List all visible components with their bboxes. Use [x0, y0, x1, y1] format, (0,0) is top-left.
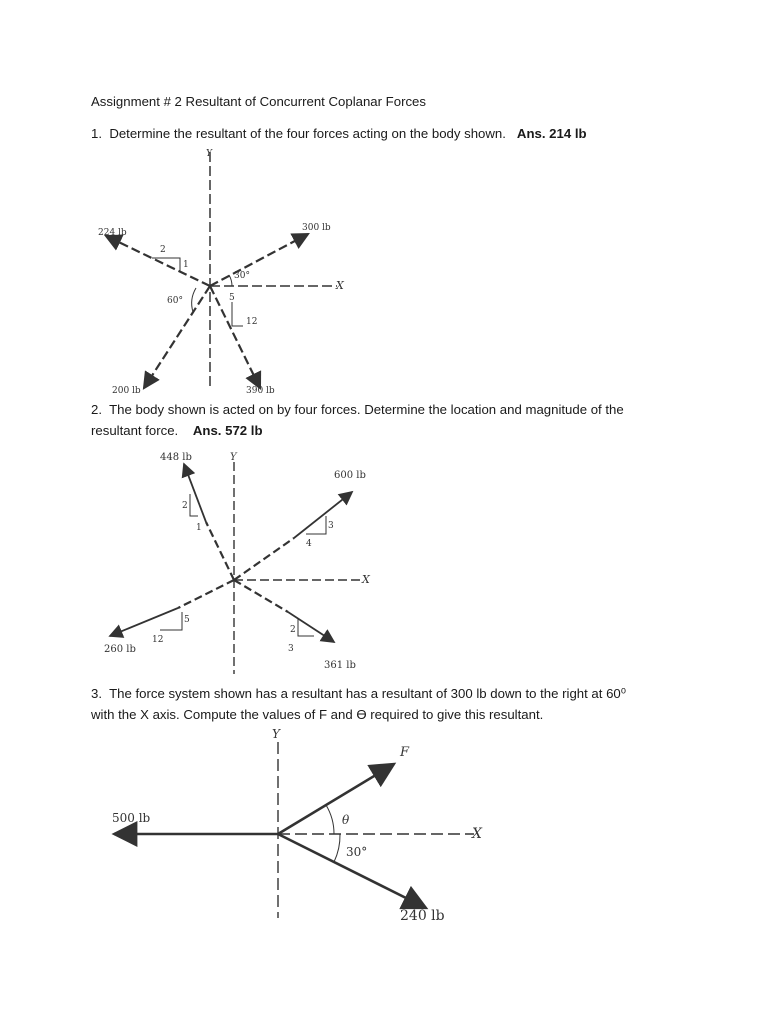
- slope-label: 3: [328, 521, 334, 531]
- problem-number: 3.: [91, 686, 102, 701]
- problem-statement-line1: The body shown is acted on by four forces. Determine the location and magnitude of the: [109, 402, 624, 417]
- x-axis-label: X: [362, 573, 370, 586]
- problem-3-text: [91, 683, 671, 725]
- force-arrow-260: [110, 608, 178, 636]
- force-line-600: [234, 538, 294, 580]
- x-axis-label: X: [472, 826, 482, 842]
- force-label-500: 500 lb: [112, 811, 151, 825]
- figure-1: [92, 142, 362, 402]
- slope-label: 1: [196, 523, 202, 533]
- problem-number: 1.: [91, 126, 102, 141]
- problem-number: 2.: [91, 402, 102, 417]
- angle-arc-30: [229, 275, 232, 286]
- problem-statement-line2: with the X axis. Compute the values of F and ϴ required to give this resultant.: [91, 707, 544, 722]
- document-title: Assignment # 2 Resultant of Concurrent Coplanar Forces: [91, 94, 426, 109]
- slope-label: 5: [184, 615, 190, 625]
- force-arrow-390: [210, 286, 260, 388]
- problem-1-text: [91, 123, 671, 144]
- problem-statement: Determine the resultant of the four forces acting on the body shown.: [109, 126, 506, 141]
- angle-label-60: 60°: [167, 296, 183, 306]
- x-axis-label: X: [336, 279, 344, 292]
- force-arrow-448: [184, 464, 206, 522]
- y-axis-label: Y: [230, 452, 237, 463]
- force-label-300: 300 lb: [302, 223, 331, 233]
- angle-label-theta: θ: [342, 813, 350, 827]
- problem-answer: Ans. 214 lb: [516, 126, 587, 141]
- slope-label: 5: [229, 293, 235, 303]
- figure-2: [98, 446, 388, 678]
- y-axis-label: Y: [272, 727, 280, 741]
- problem-statement-line2: resultant force.: [91, 423, 179, 438]
- force-label-448: 448 lb: [160, 452, 192, 463]
- force-arrow-600: [294, 492, 352, 538]
- slope-label: 3: [288, 644, 294, 654]
- force-line-260: [178, 580, 234, 608]
- slope-label: 2: [290, 625, 296, 635]
- slope-label: 12: [152, 635, 164, 645]
- problem-2-text: [91, 399, 671, 441]
- force-line-361: [234, 580, 288, 612]
- slope-label: 2: [182, 501, 188, 511]
- slope-triangle-right: [232, 302, 243, 326]
- slope-label: 4: [306, 539, 312, 549]
- force-line-448: [206, 522, 234, 580]
- y-axis-label: Y: [206, 149, 212, 159]
- force-label-600: 600 lb: [334, 470, 366, 481]
- force-arrow-224: [106, 236, 210, 286]
- problem-statement-line1: The force system shown has a resultant has a resultant of 300 lb down to the right at 60⁰: [109, 686, 627, 701]
- force-label-260: 260 lb: [104, 644, 136, 655]
- slope-label: 1: [183, 260, 189, 270]
- problem-answer: Ans. 572 lb: [192, 423, 263, 438]
- angle-label-30: 30°: [234, 271, 250, 281]
- force-label-224: 224 lb: [98, 228, 127, 238]
- slope-label: 2: [160, 245, 166, 255]
- figure-3: [104, 726, 504, 926]
- force-arrow-f: [278, 764, 394, 834]
- force-label-390: 390 lb: [246, 386, 275, 396]
- angle-label-30: 30°: [346, 845, 368, 859]
- slope-label: 12: [246, 317, 258, 327]
- force-label-240: 240 lb: [400, 908, 445, 924]
- force-arrow-300: [210, 234, 308, 286]
- angle-arc-30: [334, 834, 340, 862]
- angle-arc-theta: [326, 805, 334, 834]
- force-label-200: 200 lb: [112, 386, 141, 396]
- force-label-361: 361 lb: [324, 660, 356, 671]
- force-label-f: F: [400, 745, 410, 760]
